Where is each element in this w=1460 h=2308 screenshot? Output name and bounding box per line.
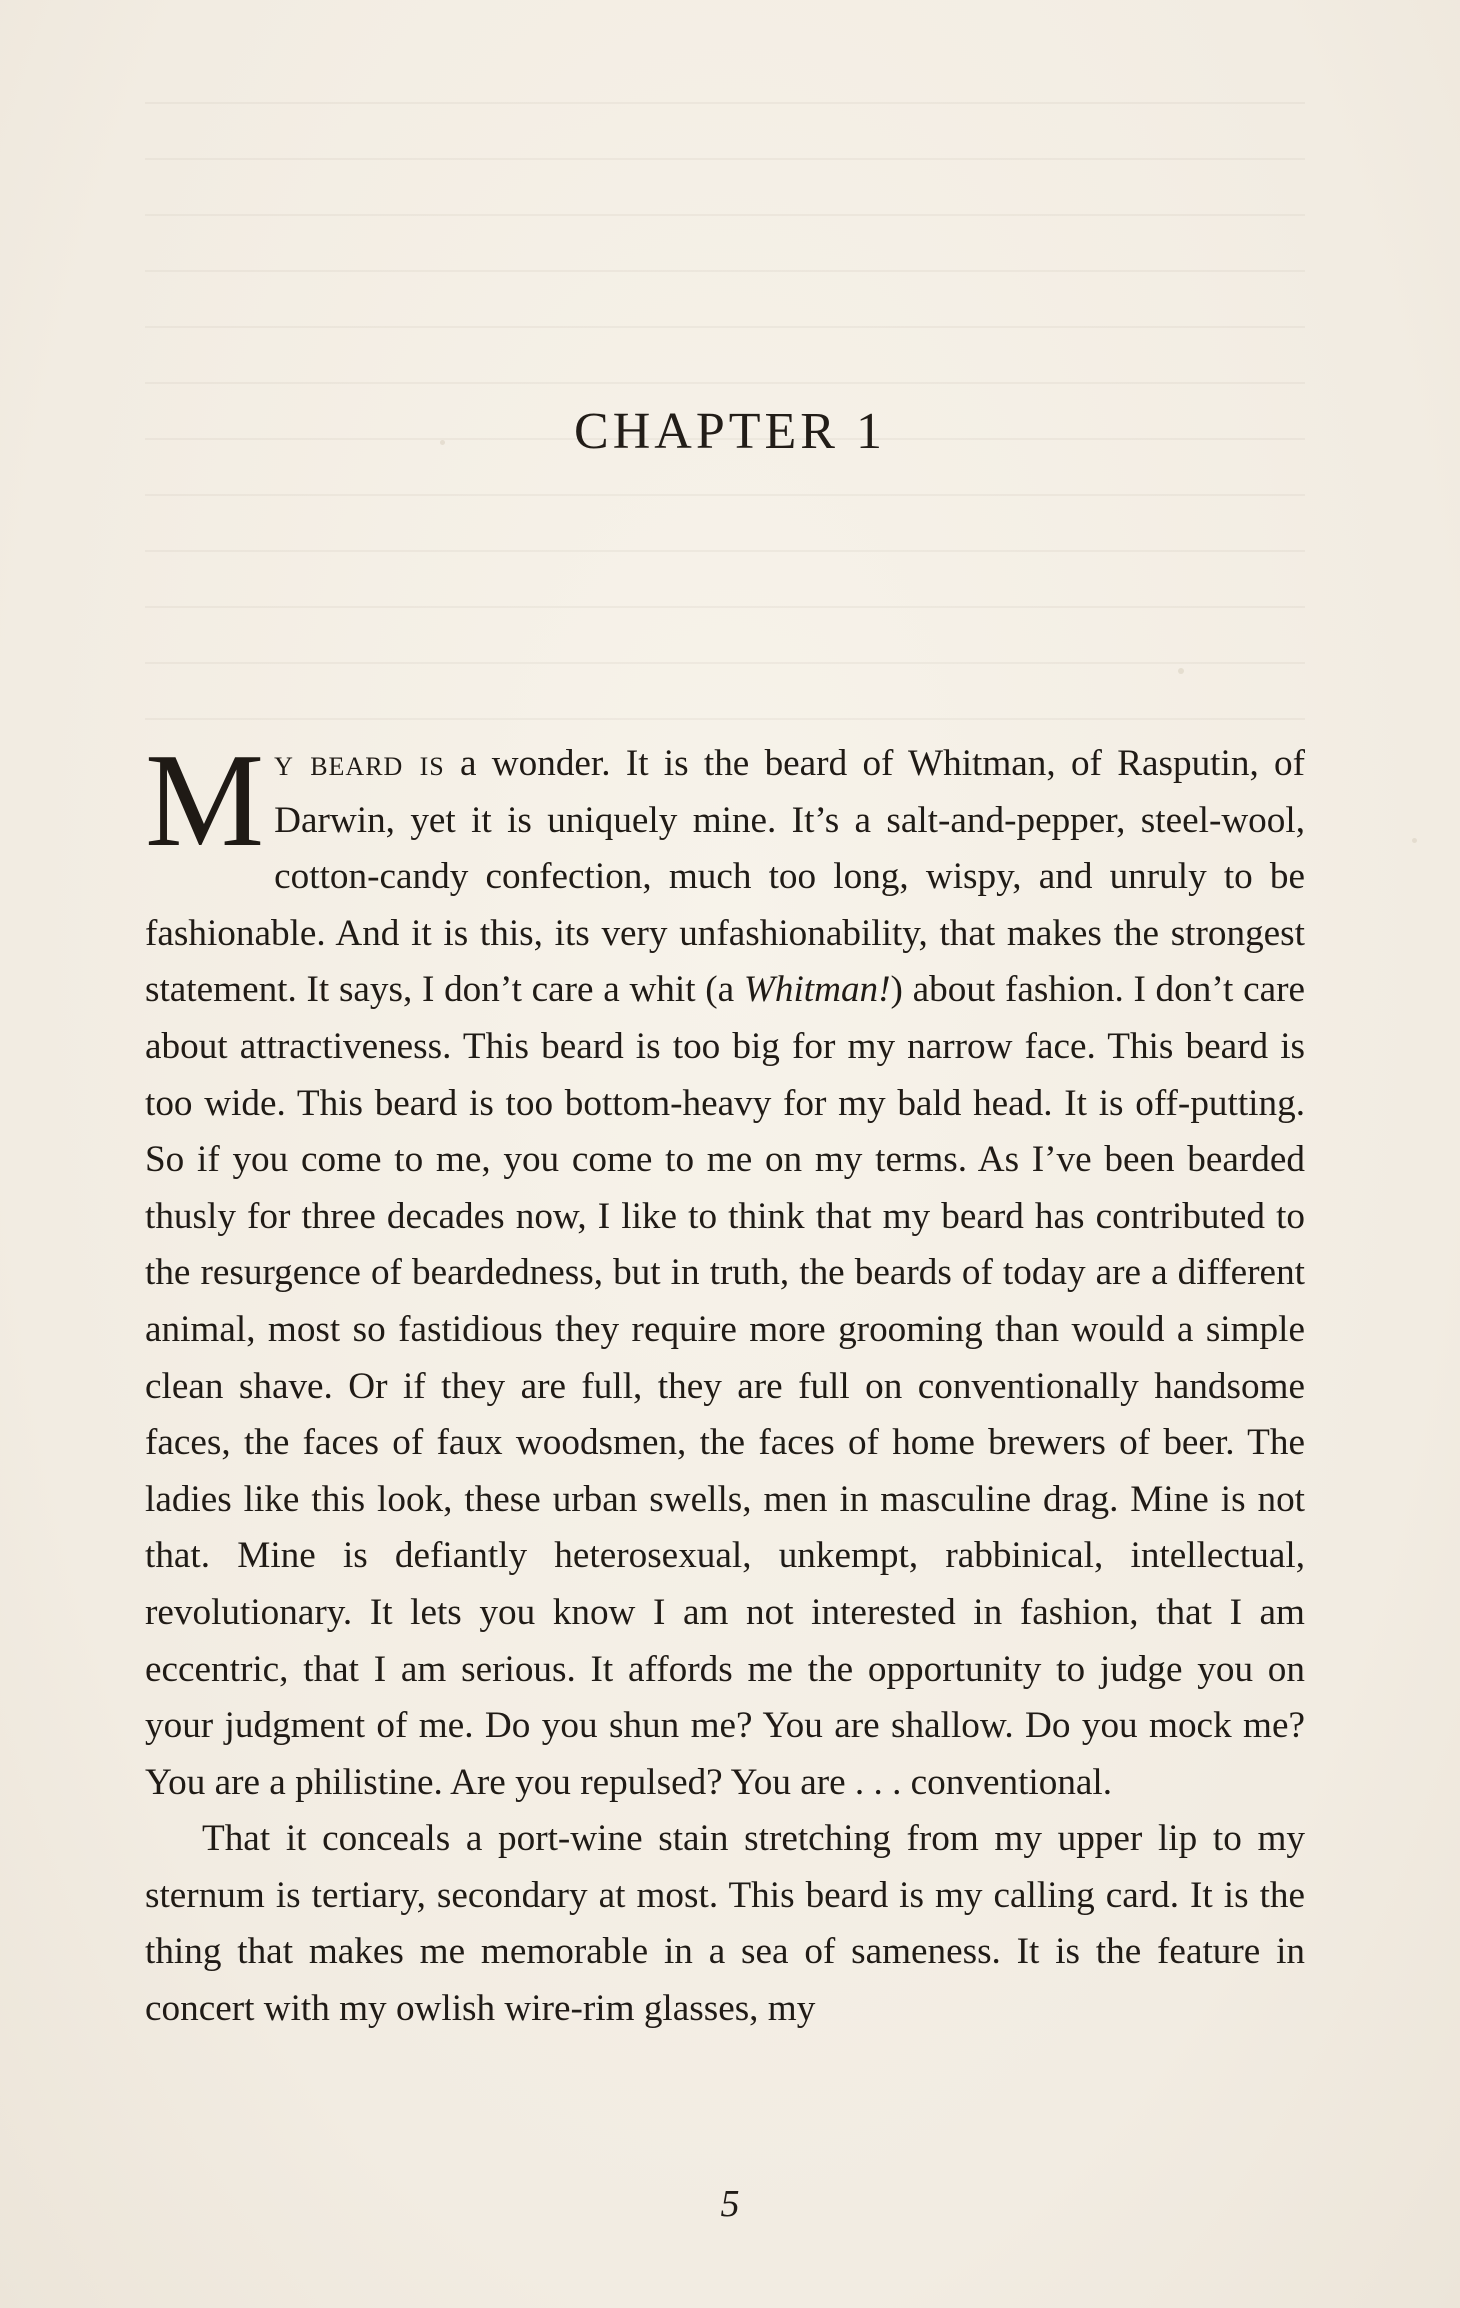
page-number: 5 [720,2183,740,2225]
paper-speck [1412,838,1417,843]
paragraph-1-text: a wonder. It is the beard of Whitman, of Rasputin, of Darwin, yet it is uniquely mine. It’s a salt-and-pepper, steel-wool, cotton-candy confection, much too long, wispy, and unruly to be fashionable. And it is this, its very unfashionability, that makes the strongest statement. It says, I don’t care a whit (a [145,743,1305,1011]
drop-cap: M [145,726,265,874]
paragraph-1 [145,726,1305,1811]
paragraph-2: That it conceals a port-wine stain stretching from my upper lip to my sternum is tertiary, secondary at most. This beard is my calling card. It is the thing that makes me memorable in a sea of sameness. It is the feature in concert with my owlish wire-rim glasses, my [145,1818,1305,2030]
body-text [145,726,1305,2038]
lead-in-smallcaps: y beard is [274,743,445,784]
italic-word: Whitman! [743,969,891,1011]
chapter-title: CHAPTER 1 [574,403,886,460]
paper-speck [1178,668,1184,674]
paragraph-1-text-continued: ) about fashion. I don’t care about attractiveness. This beard is too big for my narrow face. This beard is too wide. This beard is too bottom-heavy for my bald head. It is off-putting. So if you come to me, you come to me on my terms. As I’ve been bearded thusly for three decades now, I like to think that my beard has contributed to the resurgence of beardedness, but in truth, the beards of today are a different animal, most so fastidious they require more grooming than would a simple clean shave. Or if they are full, they are full on conventionally handsome faces, the faces of faux woodsmen, the faces of home brewers of beer. The ladies like this look, these urban swells, men in masculine drag. Mine is not that. Mine is defiantly heterosexual, unkempt, rabbinical, intellectual, revolutionary. It lets you know I am not interested in fashion, that I am eccentric, that I am serious. It affords me the opportunity to judge you on your judgment of me. Do you shun me? You are shallow. Do you mock me? You are a philistine. Are you repulsed? You are . . . conventional. [145,969,1305,1803]
